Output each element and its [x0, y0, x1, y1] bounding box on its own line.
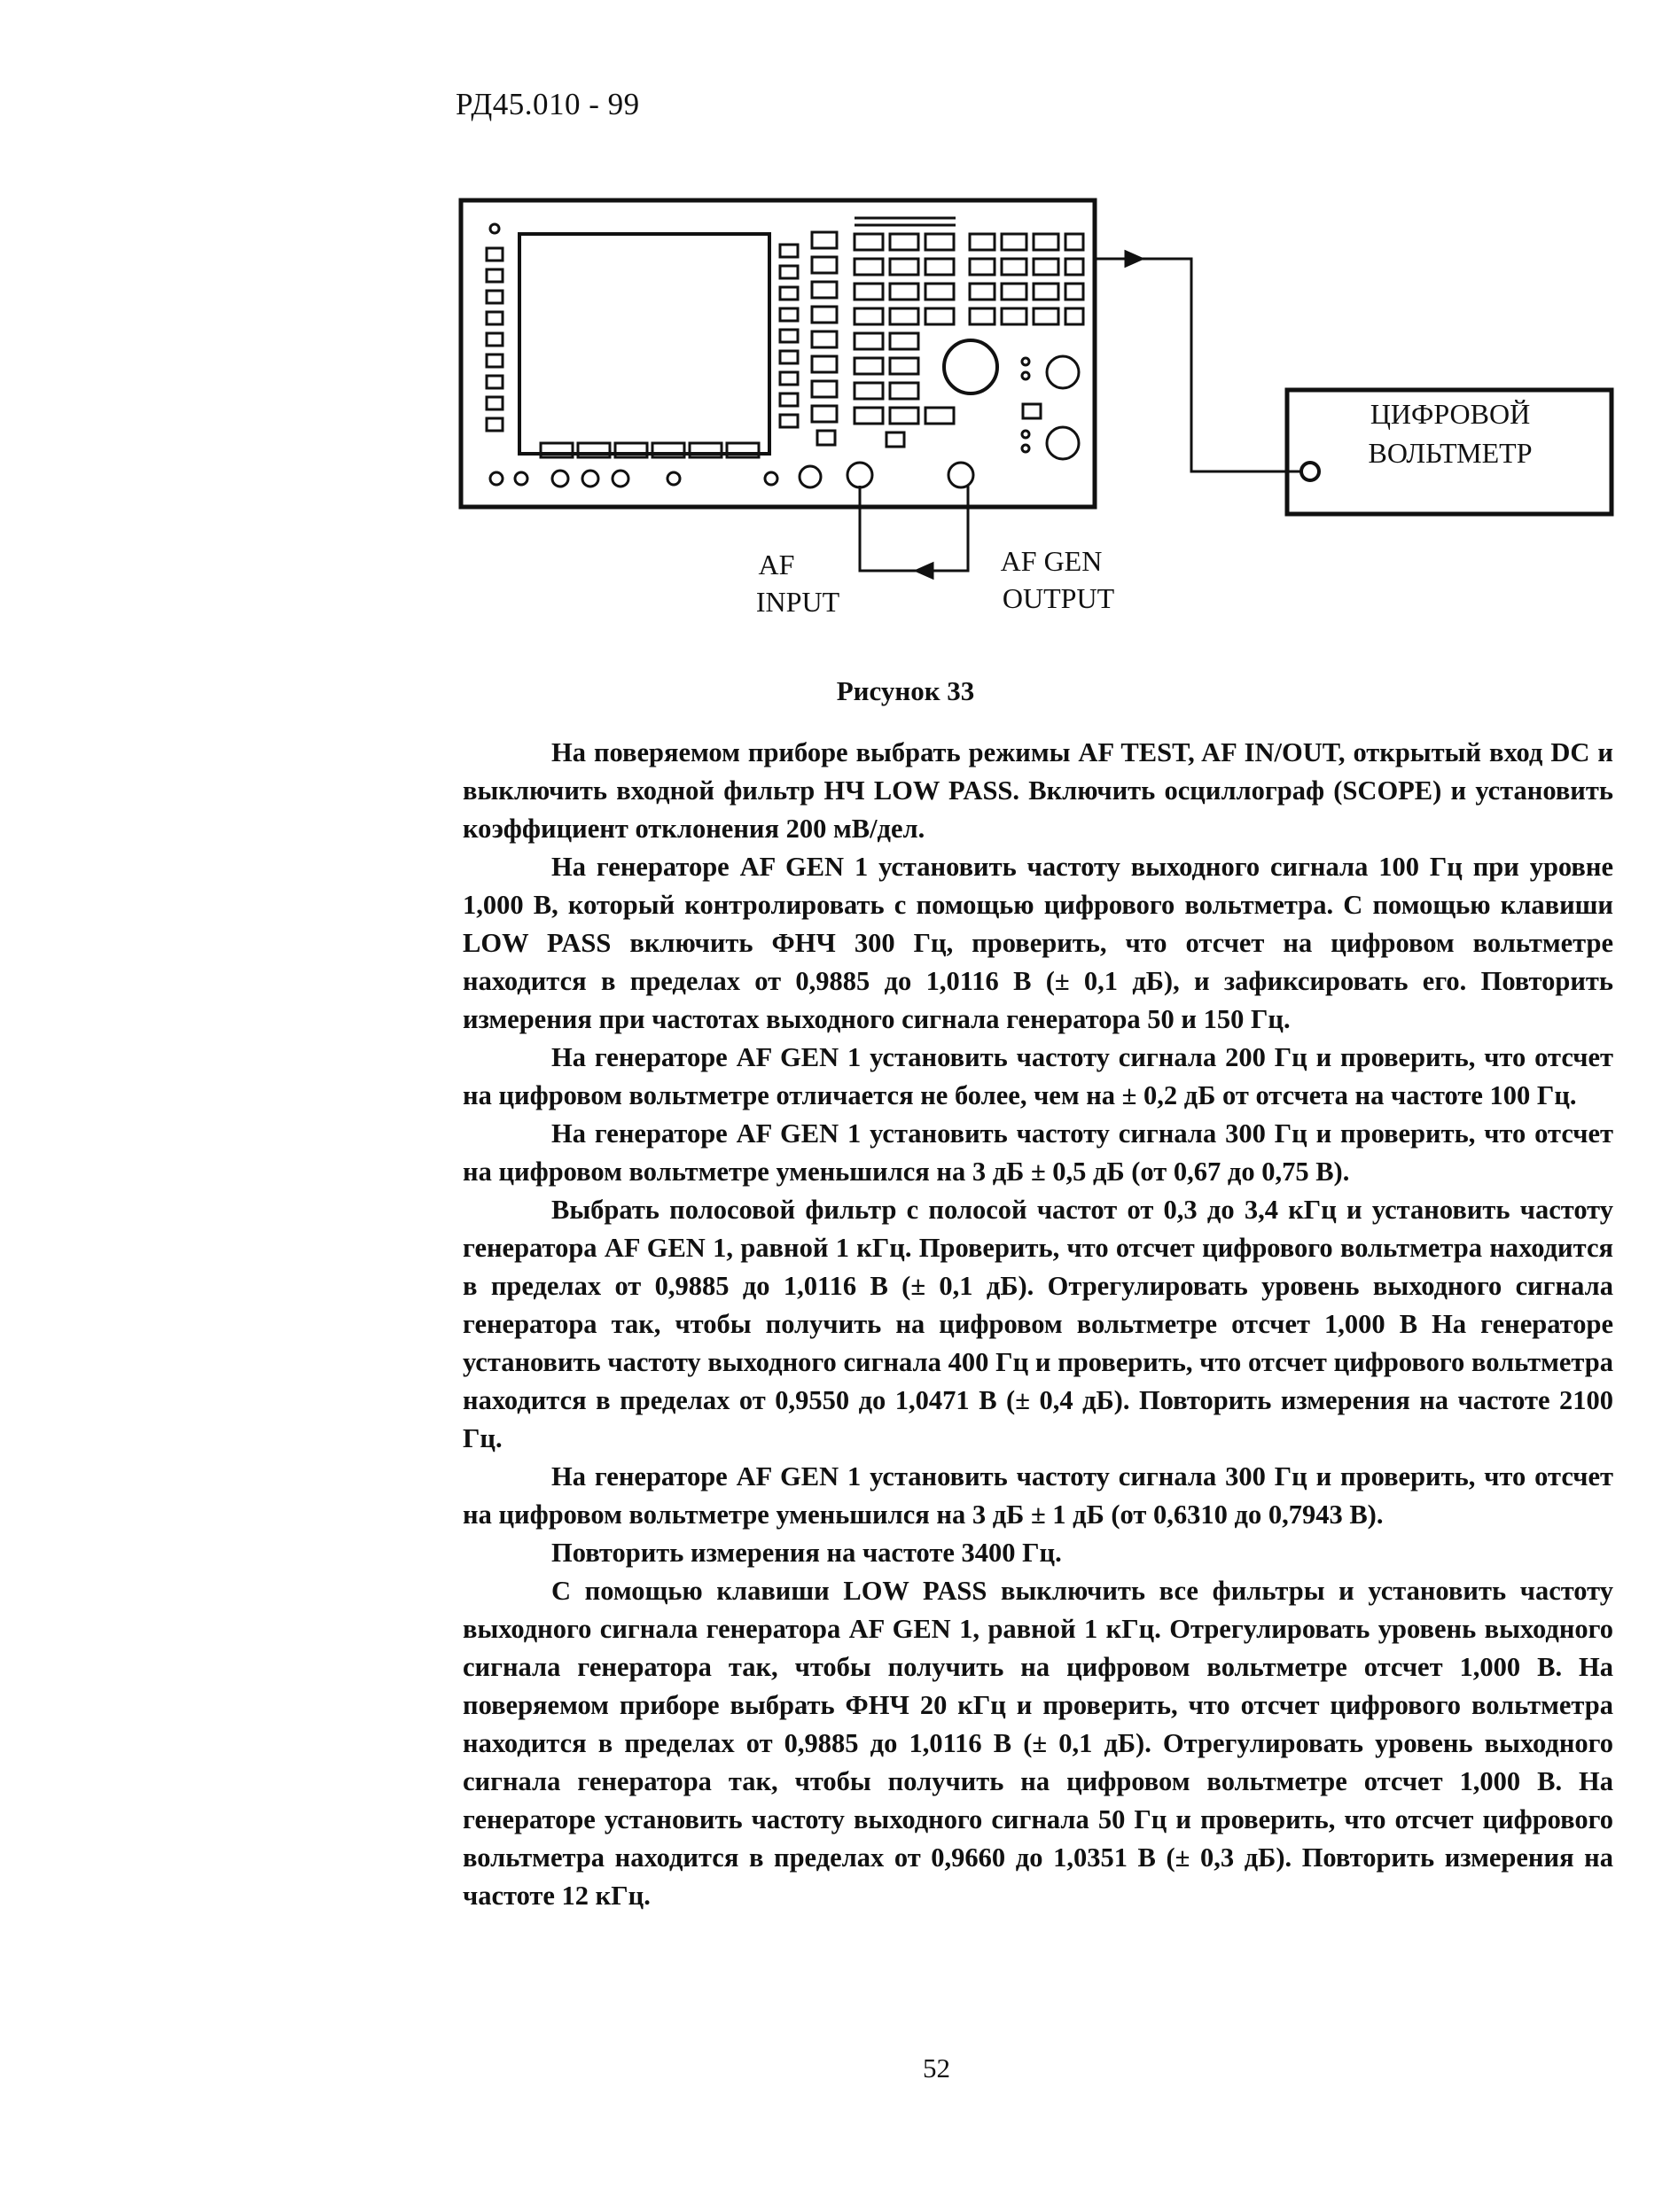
loop-arrow: [917, 564, 933, 578]
af-gen-label-1: AF GEN: [1000, 545, 1103, 577]
paragraph: Повторить измерения на частоте 3400 Гц.: [551, 1538, 1062, 1568]
voltmeter-input-connector: [1301, 463, 1319, 480]
paragraph: На генераторе AF GEN 1 установить частоту сигнала 300 Гц и проверить, что отсчет на цифровом вольтметре уменьшился на 3 дБ ± 1 дБ (от 0,6310 до 0,7943 В).: [463, 1461, 1613, 1530]
af-input-label-2: INPUT: [755, 586, 840, 618]
page-number: 52: [923, 2052, 950, 2083]
connection-diagram: [0, 0, 1678, 638]
knob-small-upper: [1047, 356, 1079, 388]
loop-cable: [860, 486, 968, 571]
af-gen-label-2: OUTPUT: [1002, 582, 1115, 614]
paragraph: С помощью клавиши LOW PASS выключить все фильтры и установить частоту выходного сигнала генератора AF GEN 1, равной 1 кГц. Отрегулировать уровень выходного сигнала генератора так, чтобы получить на цифровом вольтметре отсчет 1,000 В. На поверяемом приборе выбрать ФНЧ 20 кГц и проверить, что отсчет цифрового вольтметра находится в пределах от 0,9885 до 1,0116 В (± 0,1 дБ). Отрегулировать уровень выходного сигнала генератора так, чтобы получить на цифровом вольтметре отсчет 1,000 В. На генераторе установить частоту выходного сигнала 50 Гц и проверить, что отсчет цифрового вольтметра находится в пределах от 0,9660 до 1,0351 В (± 0,3 дБ). Повторить измерения на частоте 12 кГц.: [463, 1576, 1613, 1911]
document-code: РД45.010 - 99: [456, 87, 640, 121]
instrument-body: [461, 200, 1095, 507]
data-keypad: [970, 234, 1083, 418]
display-screen: [519, 234, 769, 454]
figure-caption: Рисунок 33: [836, 675, 975, 706]
paragraph: На генераторе AF GEN 1 установить частоту сигнала 300 Гц и проверить, что отсчет на цифровом вольтметре уменьшился на 3 дБ ± 0,5 дБ (от 0,67 до 0,75 В).: [463, 1118, 1613, 1187]
function-keys-grid: [855, 234, 954, 447]
paragraph: На поверяемом приборе выбрать режимы AF TEST, AF IN/OUT, открытый вход DC и выключить входной фильтр НЧ LOW PASS. Включить осциллограф (SCOPE) и установить коэффициент отклонения 200 мВ/дел.: [463, 737, 1613, 844]
af-input-connector: [847, 463, 872, 487]
dot-lower-1: [1022, 431, 1029, 438]
voltmeter-label-1: ЦИФРОВОЙ: [1370, 398, 1531, 430]
voltmeter-label-2: ВОЛЬТМЕТР: [1368, 437, 1533, 469]
af-gen-output-connector: [948, 463, 973, 487]
diagram-svg: [0, 0, 1678, 638]
af-input-label-1: AF: [758, 549, 795, 580]
voltmeter-arrow: [1126, 252, 1142, 266]
dot-upper-2: [1022, 372, 1029, 379]
left-softkeys: [487, 248, 503, 431]
screen-side-keys: [780, 245, 798, 427]
bottom-connectors: [490, 463, 973, 487]
paragraph: На генераторе AF GEN 1 установить частоту сигнала 200 Гц и проверить, что отсчет на цифровом вольтметре отличается не более, чем на ± 0,2 дБ от отсчета на частоте 100 Гц.: [463, 1042, 1613, 1110]
rotary-knob: [944, 340, 997, 393]
body-text: [463, 734, 1613, 1915]
indicator-led: [490, 224, 499, 233]
top-stripes: [855, 218, 956, 225]
knob-small-lower: [1047, 427, 1079, 459]
voltmeter-cable: [1095, 259, 1301, 471]
function-keys-col1: [812, 232, 837, 445]
dot-lower-2: [1022, 445, 1029, 452]
paragraph: Выбрать полосовой фильтр с полосой частот от 0,3 до 3,4 кГц и установить частоту генератора AF GEN 1, равной 1 кГц. Проверить, что отсчет цифрового вольтметра находится в пределах от 0,9885 до 1,0116 В (± 0,1 дБ). Отрегулировать уровень выходного сигнала генератора так, чтобы получить на цифровом вольтметре отсчет 1,000 В На генераторе установить частоту выходного сигнала 400 Гц и проверить, что отсчет цифрового вольтметра находится в пределах от 0,9550 до 1,0471 В (± 0,4 дБ). Повторить измерения на частоте 2100 Гц.: [463, 1195, 1613, 1453]
paragraph: На генераторе AF GEN 1 установить частоту выходного сигнала 100 Гц при уровне 1,000 В, который контролировать с помощью цифрового вольтметра. С помощью клавиши LOW PASS включить ФНЧ 300 Гц, проверить, что отсчет на цифровом вольтметре находится в пределах от 0,9885 до 1,0116 В (± 0,1 дБ), и зафиксировать его. Повторить измерения при частотах выходного сигнала генератора 50 и 150 Гц.: [463, 852, 1613, 1034]
dot-upper-1: [1022, 358, 1029, 365]
